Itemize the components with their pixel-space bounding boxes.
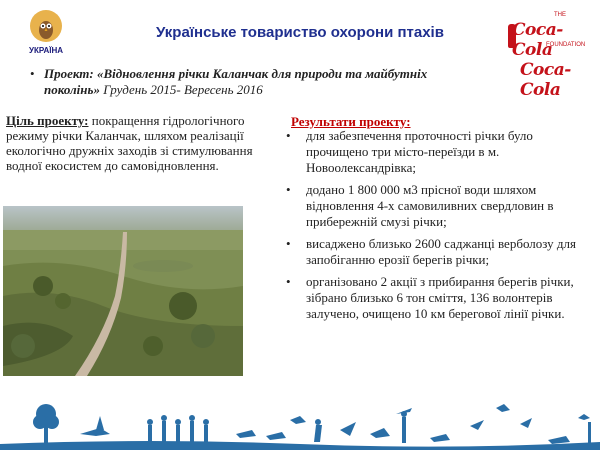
logo-script: Coca-Cola: [512, 20, 563, 60]
bullet: •: [286, 236, 291, 251]
list-item: [284, 236, 576, 268]
list-item: [284, 182, 576, 230]
aerial-photo: [3, 206, 243, 376]
logo-foundation: FOUNDATION: [546, 42, 586, 48]
list-item-text: організовано 2 акції з прибирання берегів річки, зібрано близько 6 тон сміття, 136 волонтерів залучено, очищено 10 км берегової лінії річки.: [306, 274, 574, 321]
bullet: •: [30, 66, 35, 81]
logo-the: THE: [554, 12, 566, 18]
list-item: [284, 274, 576, 322]
page-title: Українське товариство охорони птахів: [156, 24, 444, 41]
footer-silhouettes: [0, 378, 600, 450]
coca-cola-logo: Coca-Cola: [520, 60, 571, 100]
results-heading: Результати проекту:: [291, 114, 411, 129]
list-item-text: додано 1 800 000 м3 прісної води шляхом відновлення 4-х самовиливних свердловин в прибережній смузі річки;: [306, 182, 554, 229]
goal-block: [6, 113, 268, 173]
bullet: •: [286, 274, 291, 289]
list-item: [284, 128, 576, 176]
goal-heading: Ціль проекту:: [6, 113, 89, 128]
results-list: [284, 128, 576, 328]
goal-text: покращення гідрологічного режиму річки Каланчак, шляхом реалізації екологічно дружніх заходів зі стимулювання водної екосистем до самовідновлення.: [6, 113, 253, 173]
bullet: •: [286, 128, 291, 143]
logo-caption: УКРАЇНА: [28, 46, 64, 55]
project-line: [30, 66, 484, 98]
project-name: Проект: «Відновлення річки Каланчак для природи та майбутніх поколінь»: [44, 66, 428, 97]
river-landscape-image: [3, 206, 243, 376]
list-item-text: для забезпечення проточності річки було прочищено три місто-переїзди в м. Новоолександрівка;: [306, 128, 533, 175]
coca-cola-foundation-logo: [512, 12, 586, 60]
birds-people-silhouette-icon: [0, 378, 600, 450]
bullet: •: [286, 182, 291, 197]
list-item-text: висаджено близько 2600 саджанці верболозу для запобіганню ерозії берегів річки;: [306, 236, 576, 267]
project-dates: Грудень 2015- Вересень 2016: [99, 82, 263, 97]
